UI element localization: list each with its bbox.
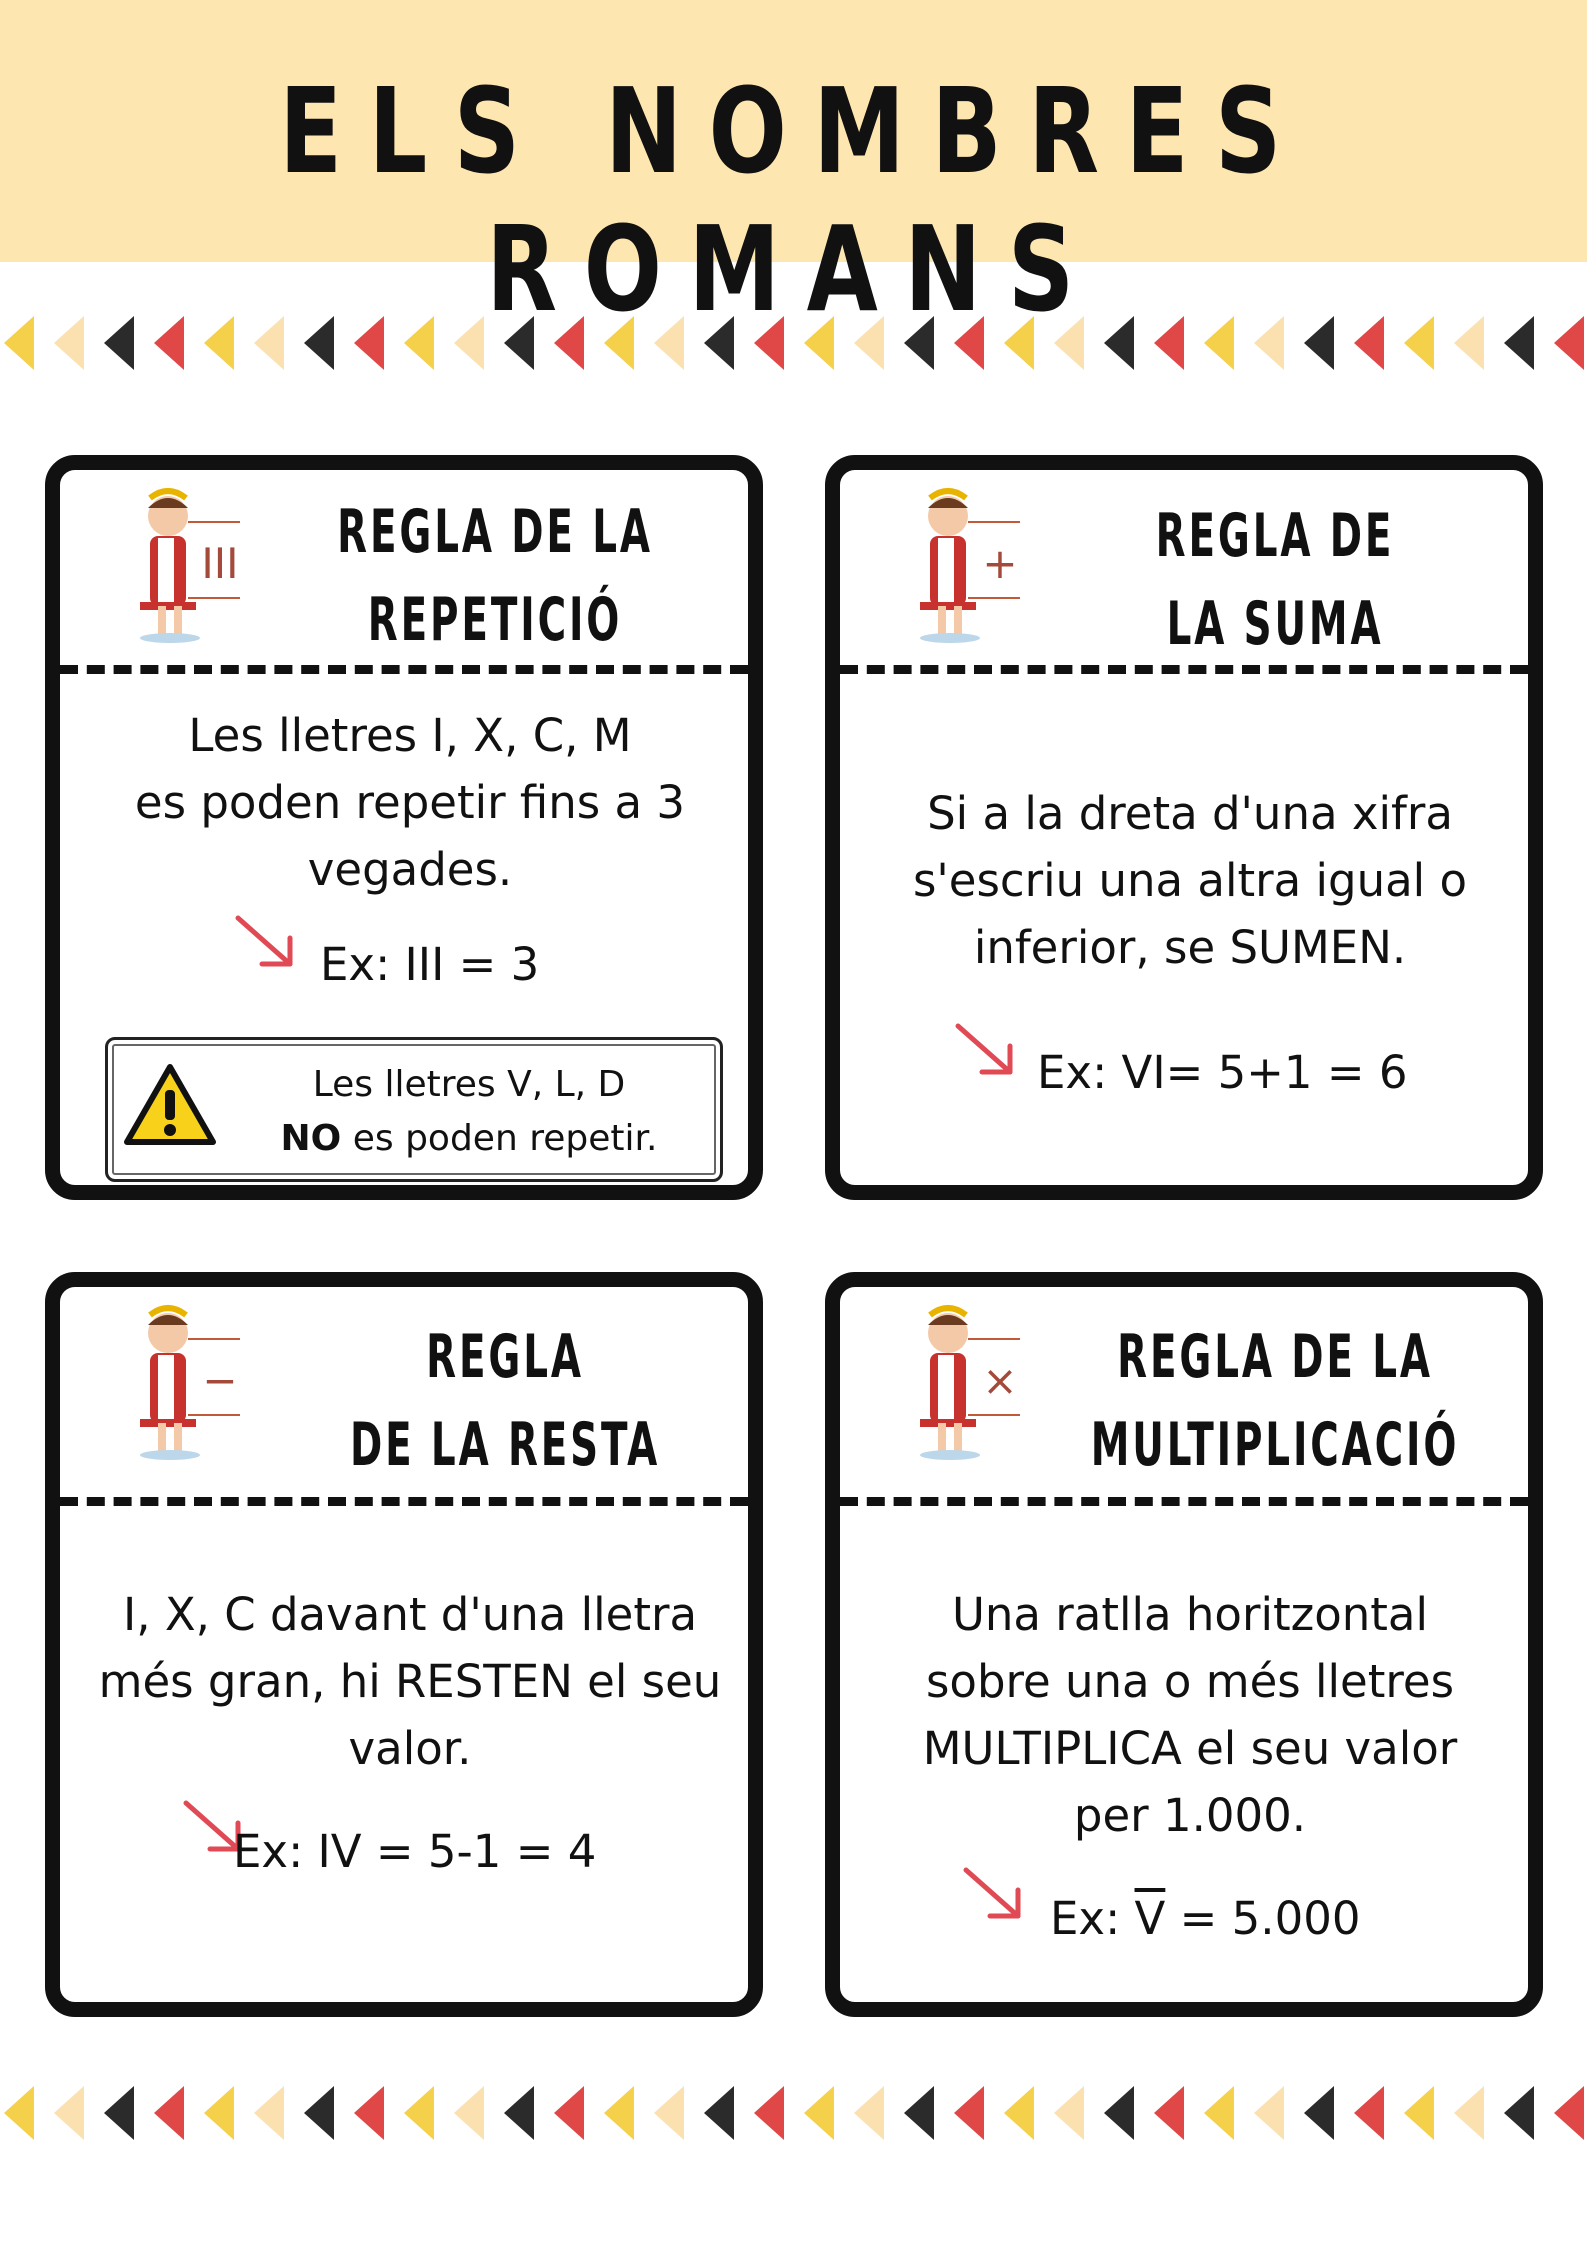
bunting-flag	[954, 316, 984, 370]
example-text: Ex: VI= 5+1 = 6	[1037, 1046, 1408, 1099]
bunting-flag	[304, 2086, 334, 2140]
bunting-flag	[1454, 316, 1484, 370]
emperor-illustration	[80, 478, 260, 658]
card-divider	[840, 1497, 1528, 1506]
example-text: Ex: IV = 5-1 = 4	[233, 1825, 597, 1878]
bunting-flag	[1504, 316, 1534, 370]
bunting-flag	[1254, 316, 1284, 370]
bunting-flag	[704, 2086, 734, 2140]
bunting-flag	[554, 2086, 584, 2140]
card-divider	[840, 665, 1528, 674]
card-divider	[60, 665, 748, 674]
bunting-flag	[804, 2086, 834, 2140]
card-title: REGLA DE LA MULTIPLICACIÓ	[1090, 1322, 1460, 1480]
bunting-flag	[404, 316, 434, 370]
warning-box	[105, 1037, 723, 1182]
emperor-illustration	[860, 478, 1040, 658]
emperor-illustration	[80, 1295, 260, 1475]
bunting-flag	[754, 2086, 784, 2140]
bunting-flag	[1354, 316, 1384, 370]
card-text: Les lletres I, X, C, M es poden repetir fins a 3 vegades.	[134, 709, 686, 896]
example-text: Ex: $\overline{V} = 5.000$	[1050, 1892, 1361, 1945]
card-divider	[60, 1497, 748, 1506]
svg-text:−: −	[202, 1356, 238, 1405]
card-suma	[825, 455, 1543, 1200]
bunting-flag	[204, 316, 234, 370]
card-text: I, X, C davant d'una lletra més gran, hi RESTEN el seu valor.	[98, 1588, 722, 1775]
bunting-flag	[854, 2086, 884, 2140]
bunting-flag	[1154, 316, 1184, 370]
svg-text:×: ×	[982, 1356, 1018, 1405]
bunting-flag	[554, 316, 584, 370]
bunting-flag	[1104, 2086, 1134, 2140]
page-title: ELS NOMBRES ROMANS	[279, 62, 1308, 338]
bunting-flag	[1254, 2086, 1284, 2140]
bunting-flag	[654, 2086, 684, 2140]
svg-text:+: +	[982, 539, 1018, 588]
bunting-flag	[1554, 316, 1584, 370]
emperor-illustration	[860, 1295, 1040, 1475]
card-text: Si a la dreta d'una xifra s'escriu una altra igual o inferior, se SUMEN.	[912, 787, 1468, 974]
warning-icon	[122, 1062, 218, 1148]
bunting-flag	[154, 316, 184, 370]
bunting-flag	[4, 316, 34, 370]
bunting-flag	[254, 316, 284, 370]
bunting-flag	[104, 2086, 134, 2140]
bunting-flag	[1404, 2086, 1434, 2140]
bunting-flag	[1454, 2086, 1484, 2140]
bunting-flag	[1054, 316, 1084, 370]
bunting-flag	[254, 2086, 284, 2140]
bunting-flag	[504, 316, 534, 370]
bunting-flag	[904, 2086, 934, 2140]
card-resta	[45, 1272, 763, 2017]
bunting-flag	[454, 316, 484, 370]
card-repeticio	[45, 455, 763, 1200]
bunting-flag	[1154, 2086, 1184, 2140]
bunting-flag	[1204, 2086, 1234, 2140]
bunting-flag	[1054, 2086, 1084, 2140]
bunting-flag	[154, 2086, 184, 2140]
bunting-flag	[604, 2086, 634, 2140]
bunting-flag	[704, 316, 734, 370]
bunting-flag	[354, 316, 384, 370]
card-title: REGLA DE LA RESTA	[349, 1322, 661, 1480]
bunting-flag	[654, 316, 684, 370]
bunting-flag	[804, 316, 834, 370]
card-title: REGLA DE LA SUMA	[1155, 501, 1395, 659]
arrow-icon	[960, 1862, 1030, 1928]
bunting-flag	[1304, 316, 1334, 370]
bunting-flag	[1004, 316, 1034, 370]
bunting-flag	[1354, 2086, 1384, 2140]
bunting-flag	[904, 316, 934, 370]
example-text: Ex: III = 3	[320, 938, 540, 991]
bunting-flag	[1304, 2086, 1334, 2140]
bunting-flag	[1104, 316, 1134, 370]
card-multiplicacio	[825, 1272, 1543, 2017]
bunting-flag	[1004, 2086, 1034, 2140]
bunting-top	[0, 308, 1587, 378]
bunting-flag	[604, 316, 634, 370]
bunting-flag	[4, 2086, 34, 2140]
card-text: Una ratlla horitzontal sobre una o més lletres MULTIPLICA el seu valor per 1.000.	[922, 1588, 1458, 1842]
arrow-icon	[952, 1018, 1022, 1084]
bunting-flag	[54, 2086, 84, 2140]
overlined-numeral: $\overline{V}$	[1134, 1892, 1166, 1945]
bunting-bottom	[0, 2078, 1587, 2148]
arrow-icon	[232, 910, 302, 976]
bunting-flag	[954, 2086, 984, 2140]
bunting-flag	[1204, 316, 1234, 370]
bunting-flag	[504, 2086, 534, 2140]
bunting-flag	[404, 2086, 434, 2140]
bunting-flag	[204, 2086, 234, 2140]
bunting-flag	[1404, 316, 1434, 370]
page-header	[0, 0, 1587, 338]
bunting-flag	[354, 2086, 384, 2140]
bunting-flag	[754, 316, 784, 370]
bunting-flag	[104, 316, 134, 370]
card-title: REGLA DE LA REPETICIÓ	[337, 497, 653, 655]
bunting-flag	[54, 316, 84, 370]
warning-text: Les lletres V, L, D NO es poden repetir.	[280, 1064, 658, 1159]
svg-text:III: III	[201, 539, 239, 588]
bunting-flag	[854, 316, 884, 370]
bunting-flag	[304, 316, 334, 370]
bunting-flag	[454, 2086, 484, 2140]
bunting-flag	[1504, 2086, 1534, 2140]
bunting-flag	[1554, 2086, 1584, 2140]
